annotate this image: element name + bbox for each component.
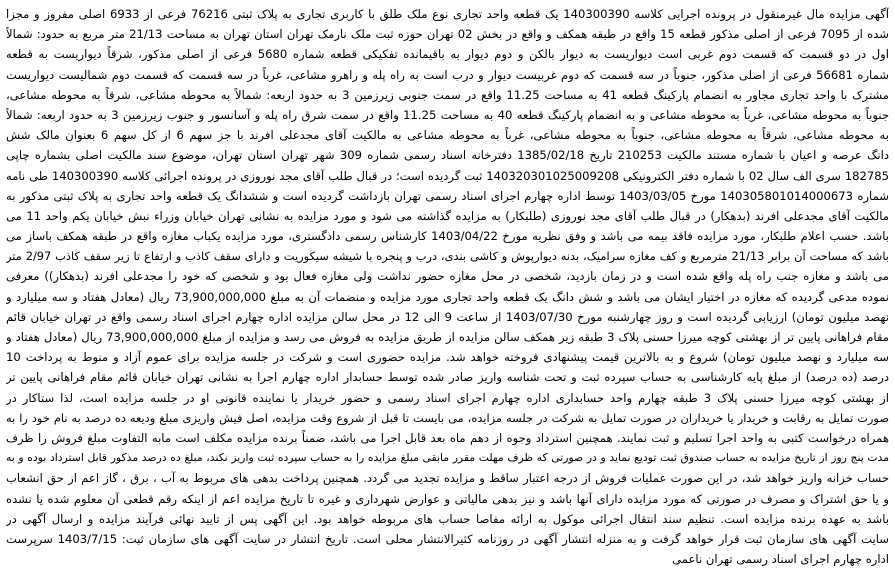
notice-line: مالکیت آقای مجدعلی افرند (بدهکار) در قبال طلب آقای مجد نوروزی (طلبکار) به مزایده گذاشته می شود و مورد مزایده به نشانی تهران خیابان وزراء نبش خیابان یکم واحد 11 می <box>6 208 889 223</box>
notice-line: باشد. حسب اعلام طلبکار، مورد مزایده فاقد بیمه می باشد و وفق نظریه مورخ 1403/04/22 کارشناس رسمی دادگستری، مورد مزایده یکباب مغازه واقع در طبقه همکف باساز می <box>6 229 889 244</box>
notice-line: آگهی مزایده مال غیرمنقول در پرونده اجرایی کلاسه 140300390 یک قطعه واحد تجاری نوع ملک طلق با کاربری تجاری به پلاک ثبتی 76216 فرعی از 6933 اصلی مفروز و مجزا <box>6 7 889 21</box>
notice-line: درصد (ده درصد) از مبلغ پایه کارشناسی به حساب سپرده ثبت و تحت شناسه واریز صادر شده توسط حسابدار اداره چهارم اجرا به نشانی تهران خیابان قائم مقام فراهانی پایین تر <box>6 370 889 385</box>
notice-line: می باشد و مغازه جنب راه پله واقع شده است و در زمان بازدید، شخصی در محل مغازه حضور نداشت ولی مغازه فعال بود و شخصی که خود را مجدعلی افرند (بدهکار)) معرفی <box>6 269 889 284</box>
notice-line: نموده مدعی گردیده که مغازه در اختیار ایشان می باشد و شش دانگ یک قطعه واحد تجاری مورد مزایده و منضمات آن به مبلغ 73,900,000,000 ریال (معادل هفتاد و سه میلیارد و <box>6 289 889 304</box>
notice-line: سایت آگهی های سازمان ثبت قرار خواهد گرفت و به منزله انتشار آگهی در روزنامه کثیرالانتشار محلی است. تاریخ انتشار در سایت آگهی های سازمان ثبت: 1403/7/15 سرپرست <box>6 531 889 546</box>
notice-line: شماره 56681 فرعی از اصلی مذکور، جنوباً در سه قسمت که دوم غربیست دیوار و درب است به راه پله و راهرو مشاعی، غرباً در سه قسمت که قسمت دوم شمالیست دیواریست <box>6 67 889 82</box>
notice-line: باشد به عهده برنده مزایده است. تنظیم سند انتقال اجرائی موکول به ارائه مفاصا حساب های مربوطه خواهد بود. این آگهی پس از تایید نهائی فرآیند مزایده و ارسال آگهی در <box>6 511 889 526</box>
notice-line: باشد که مساحت آن برابر 21/13 مترمربع و کف مغازه سرامیک، بدنه دیوارپوش و کاشی بندی، درب و پنجره با شیشه سیکوریت و دارای سقف کاذب و ارتفاع تا زیر سقف کاذب 2/97 متر <box>6 249 889 264</box>
notice-line: مقام فراهانی پایین تر از بهشتی کوچه میرزا حسنی پلاک 3 طبقه زیر همکف سالن مزایده از طریق مزایده به فروش می رسد و مزایده از مبلغ 73,900,000,000 ریال (معادل هفتاد و <box>6 330 889 344</box>
notice-line: و یا حق اشتراک و مصرف در صورتی که مورد مزایده دارای آنها باشد و نیز بدهی مالیاتی و عوارض شهرداری و غیره تا تاریخ مزایده اعم از اینکه رقم قطعی آن معلوم شده یا نشده <box>6 491 889 506</box>
notice-line: مدت پنج روز از تاریخ مزایده به حساب صندوق ثبت تودیع نماید و در صورتی که ظرف مهلت مقرر مابقی مبلغ مزایده را به حساب سپرده ثبت واریز نکند، مبلغ ده درصد مذکور قابل استرداد بوده و به <box>6 451 889 465</box>
notice-line: دانگ عرصه و اعیان با شماره مستند مالکیت 210253 تاریخ 1385/02/18 دفترخانه اسناد رسمی شماره 309 شهر تهران استان تهران، موضوع سند مالکیت اصلی بشماره چاپی <box>6 148 889 163</box>
notice-line: شده از 7095 فرعی از اصلی مذکور قطعه 15 واقع در طبقه همکف و واقع در بخش 02 تهران حوزه ثبت ملک نارمک تهران استان تهران به مساحت 21/13 متر مربع به حدود: شمالاً <box>6 27 889 42</box>
notice-line: مشترک با واحد تجاری مجاور به انضمام پارکینگ قطعه 41 به مساحت 11.25 واقع در سمت جنوبی زیرزمین 3 به حدود اربعه: شمالاً به محوطه مشاعی، شرقاً به محوطه مشاعی، <box>6 87 889 102</box>
notice-line: از بهشتی کوچه میرزا حسنی پلاک 3 طبقه چهارم واحد حسابداری اداره چهارم اجرای اسناد رسمی و حضور خریدار یا نماینده قانونی او در جلسه مزایده است، لذا ستاکار در <box>6 390 889 405</box>
notice-line: شماره 140305801014000673 مورخ 1403/03/05 توسط اداره چهارم اجرای اسناد رسمی تهران بازداشت گردیده است و ششدانگ یک قطعه واحد تجاری به پلاک ثبتی مذکور به <box>6 188 889 203</box>
notice-line: همراه درخواست کتبی به واحد اجرا تسلیم و ثبت نمایند. همچنین استرداد وجوه از دهم ماه بعد قابل اجرا می باشد، ضمناً برنده مزایده مکلف است مابه التفاوت مبلغ فروش را ظرف <box>6 430 889 445</box>
notice-line: سه میلیارد و نهصد میلیون تومان) شروع و به بالاترین قیمت پیشنهادی فروخته خواهد شد. مزایده حضوری است و شرکت در جلسه مزایده برای عموم آزاد و منوط به پرداخت 10 <box>6 350 889 365</box>
notice-line-signature: اداره چهارم اجرای اسناد رسمی تهران ناعمی <box>672 552 889 567</box>
notice-line: جنوباً به محوطه مشاعی، غرباً به محوطه مشاعی و به انضمام پارکینگ قطعه 40 به مساحت 11.25 واقع در سمت شرق راه پله و آسانسور و جنوب زیرزمین 3 به حدود اربعه: شمالاً <box>6 107 889 122</box>
notice-line: صورت تمایل به رقابت و خریدار یا خریداران در صورت تمایل به شرکت در جلسه مزایده، می بایست تا قبل از شروع وقت مزایده، اصل فیش واریزی مبلغ ودیعه ده درصد به نام خود را به <box>6 410 889 425</box>
notice-line: اول در دو قسمت که قسمت دوم غربی است دیواریست به دیوار بالکن و دوم دیوار به باقیمانده تفکیکی قطعه شماره 5680 فرعی از اصلی مذکور، شرقاً دیواریست به قطعه <box>6 47 889 62</box>
notice-line: نهصد میلیون تومان) ارزیابی گردیده است و روز چهارشنبه مورخ 1403/07/30 از ساعت 9 الی 12 در محل سالن مزایده اداره چهارم اجرای اسناد رسمی واقع در تهران خیابان قائم <box>6 309 889 324</box>
notice-line: 182785 سری الف سال 02 با شماره دفتر الکترونیکی 140320301025009208 ثبت گردیده است؛ در قبال طلب آقای مجد نوروزی در پرونده اجرائی کلاسه 140300390 طی نامه <box>6 168 889 183</box>
notice-line: به محوطه مشاعی، شرقاً به محوطه مشاعی، جنوباً به محوطه مشاعی، غرباً به محوطه مشاعی به مالکیت آقای مجدعلی افرند با جز سهم 6 از کل سهم 6 بعنوان مالک شش <box>6 128 889 143</box>
notice-line: حساب خزانه واریز خواهد شد، در این صورت عملیات فروش از درجه اعتبار ساقط و مزایده تجدید می گردد. همچنین پرداخت بدهی های مربوط به آب ، برق ، گاز اعم از حق انشعاب <box>6 471 889 486</box>
